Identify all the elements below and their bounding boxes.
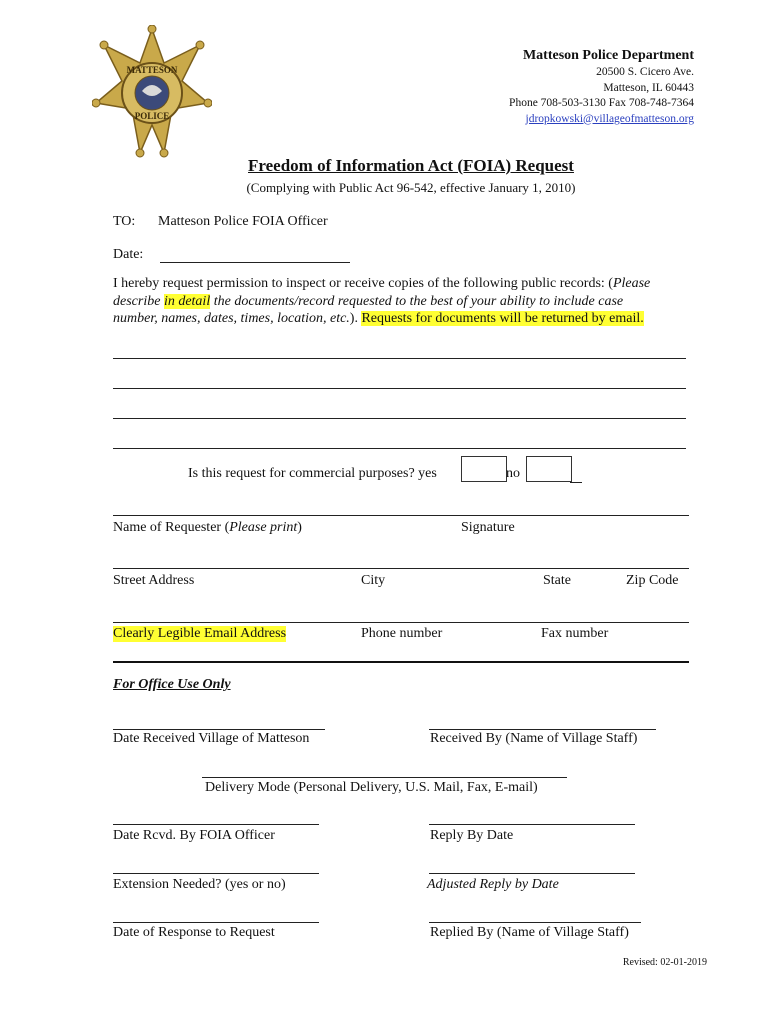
date-received-line[interactable] xyxy=(113,729,325,730)
contact-line[interactable] xyxy=(113,622,689,623)
delivery-mode-label: Delivery Mode (Personal Delivery, U.S. Mail, Fax, E-mail) xyxy=(205,780,538,795)
form-title: Freedom of Information Act (FOIA) Request xyxy=(248,156,574,175)
city-label: City xyxy=(361,573,386,588)
badge-top-text: MATTESON xyxy=(126,65,178,75)
to-label: TO: xyxy=(113,214,136,229)
address-line[interactable] xyxy=(113,568,689,569)
extension-line[interactable] xyxy=(113,873,319,874)
revised-date: Revised: 02-01-2019 xyxy=(622,957,707,968)
commercial-yes-box[interactable] xyxy=(461,456,507,482)
address-line-1: 20500 S. Cicero Ave. xyxy=(596,66,694,78)
request-intro: I hereby request permission to inspect or receive copies of the following public records: ( xyxy=(113,276,613,291)
date-rcvd-foia-label: Date Rcvd. By FOIA Officer xyxy=(113,828,275,843)
description-line-2[interactable] xyxy=(113,388,686,389)
replied-by-line[interactable] xyxy=(429,922,641,923)
email-return-notice: Requests for documents will be returned by email. xyxy=(361,311,644,326)
signature-label: Signature xyxy=(461,520,515,535)
zip-code-label: Zip Code xyxy=(626,573,679,588)
date-rcvd-foia-line[interactable] xyxy=(113,824,319,825)
description-line-1[interactable] xyxy=(113,358,686,359)
description-line-4[interactable] xyxy=(113,448,686,449)
request-in-detail: in detail xyxy=(163,293,211,309)
date-response-label: Date of Response to Request xyxy=(113,925,275,940)
contact-email-link[interactable]: jdropkowski@villageofmatteson.org xyxy=(525,112,694,125)
received-by-label: Received By (Name of Village Staff) xyxy=(430,731,638,746)
delivery-mode-line[interactable] xyxy=(202,777,567,778)
adjusted-reply-line[interactable] xyxy=(429,873,635,874)
request-paragraph xyxy=(113,275,703,328)
request-line3-end: ). xyxy=(349,311,362,326)
commercial-no-box[interactable] xyxy=(526,456,572,482)
section-divider xyxy=(113,661,689,663)
department-name: Matteson Police Department xyxy=(522,48,694,63)
date-response-line[interactable] xyxy=(113,922,319,923)
address-line-2: Matteson, IL 60443 xyxy=(603,81,694,94)
commercial-no-line xyxy=(570,482,582,483)
date-label: Date: xyxy=(113,247,144,262)
phone-number-label: Phone number xyxy=(361,626,443,641)
request-line3: number, names, dates, times, location, etc. xyxy=(113,311,350,326)
to-value: Matteson Police FOIA Officer xyxy=(158,214,328,229)
reply-by-label: Reply By Date xyxy=(430,828,514,843)
badge-bottom-text: POLICE xyxy=(134,111,170,121)
email-address-label: Clearly Legible Email Address xyxy=(113,626,287,641)
phone-fax: Phone 708-503-3130 Fax 708-748-7364 xyxy=(509,97,694,109)
requester-name-label: Name of Requester (Please print) xyxy=(113,520,302,535)
street-address-label: Street Address xyxy=(113,573,195,588)
commercial-no-label: no xyxy=(506,466,520,481)
office-use-heading: For Office Use Only xyxy=(113,677,231,692)
date-received-label: Date Received Village of Matteson xyxy=(113,731,310,746)
adjusted-reply-label: Adjusted Reply by Date xyxy=(427,877,559,892)
extension-label: Extension Needed? (yes or no) xyxy=(113,877,286,892)
received-by-line[interactable] xyxy=(429,729,656,730)
department-header xyxy=(509,47,694,127)
commercial-question: Is this request for commercial purposes? yes xyxy=(188,466,437,481)
name-signature-line[interactable] xyxy=(113,515,689,516)
request-rest: the documents/record requested to the best of your ability to include case xyxy=(210,293,624,309)
reply-by-line[interactable] xyxy=(429,824,635,825)
form-subtitle: (Complying with Public Act 96-542, effective January 1, 2010) xyxy=(246,180,576,195)
fax-number-label: Fax number xyxy=(541,626,609,641)
description-line-3[interactable] xyxy=(113,418,686,419)
request-describe: describe xyxy=(113,293,164,309)
police-badge-logo xyxy=(92,25,212,160)
replied-by-label: Replied By (Name of Village Staff) xyxy=(430,925,629,940)
request-please: Please xyxy=(612,276,651,291)
date-field-line[interactable] xyxy=(160,262,350,263)
state-label: State xyxy=(543,573,571,588)
